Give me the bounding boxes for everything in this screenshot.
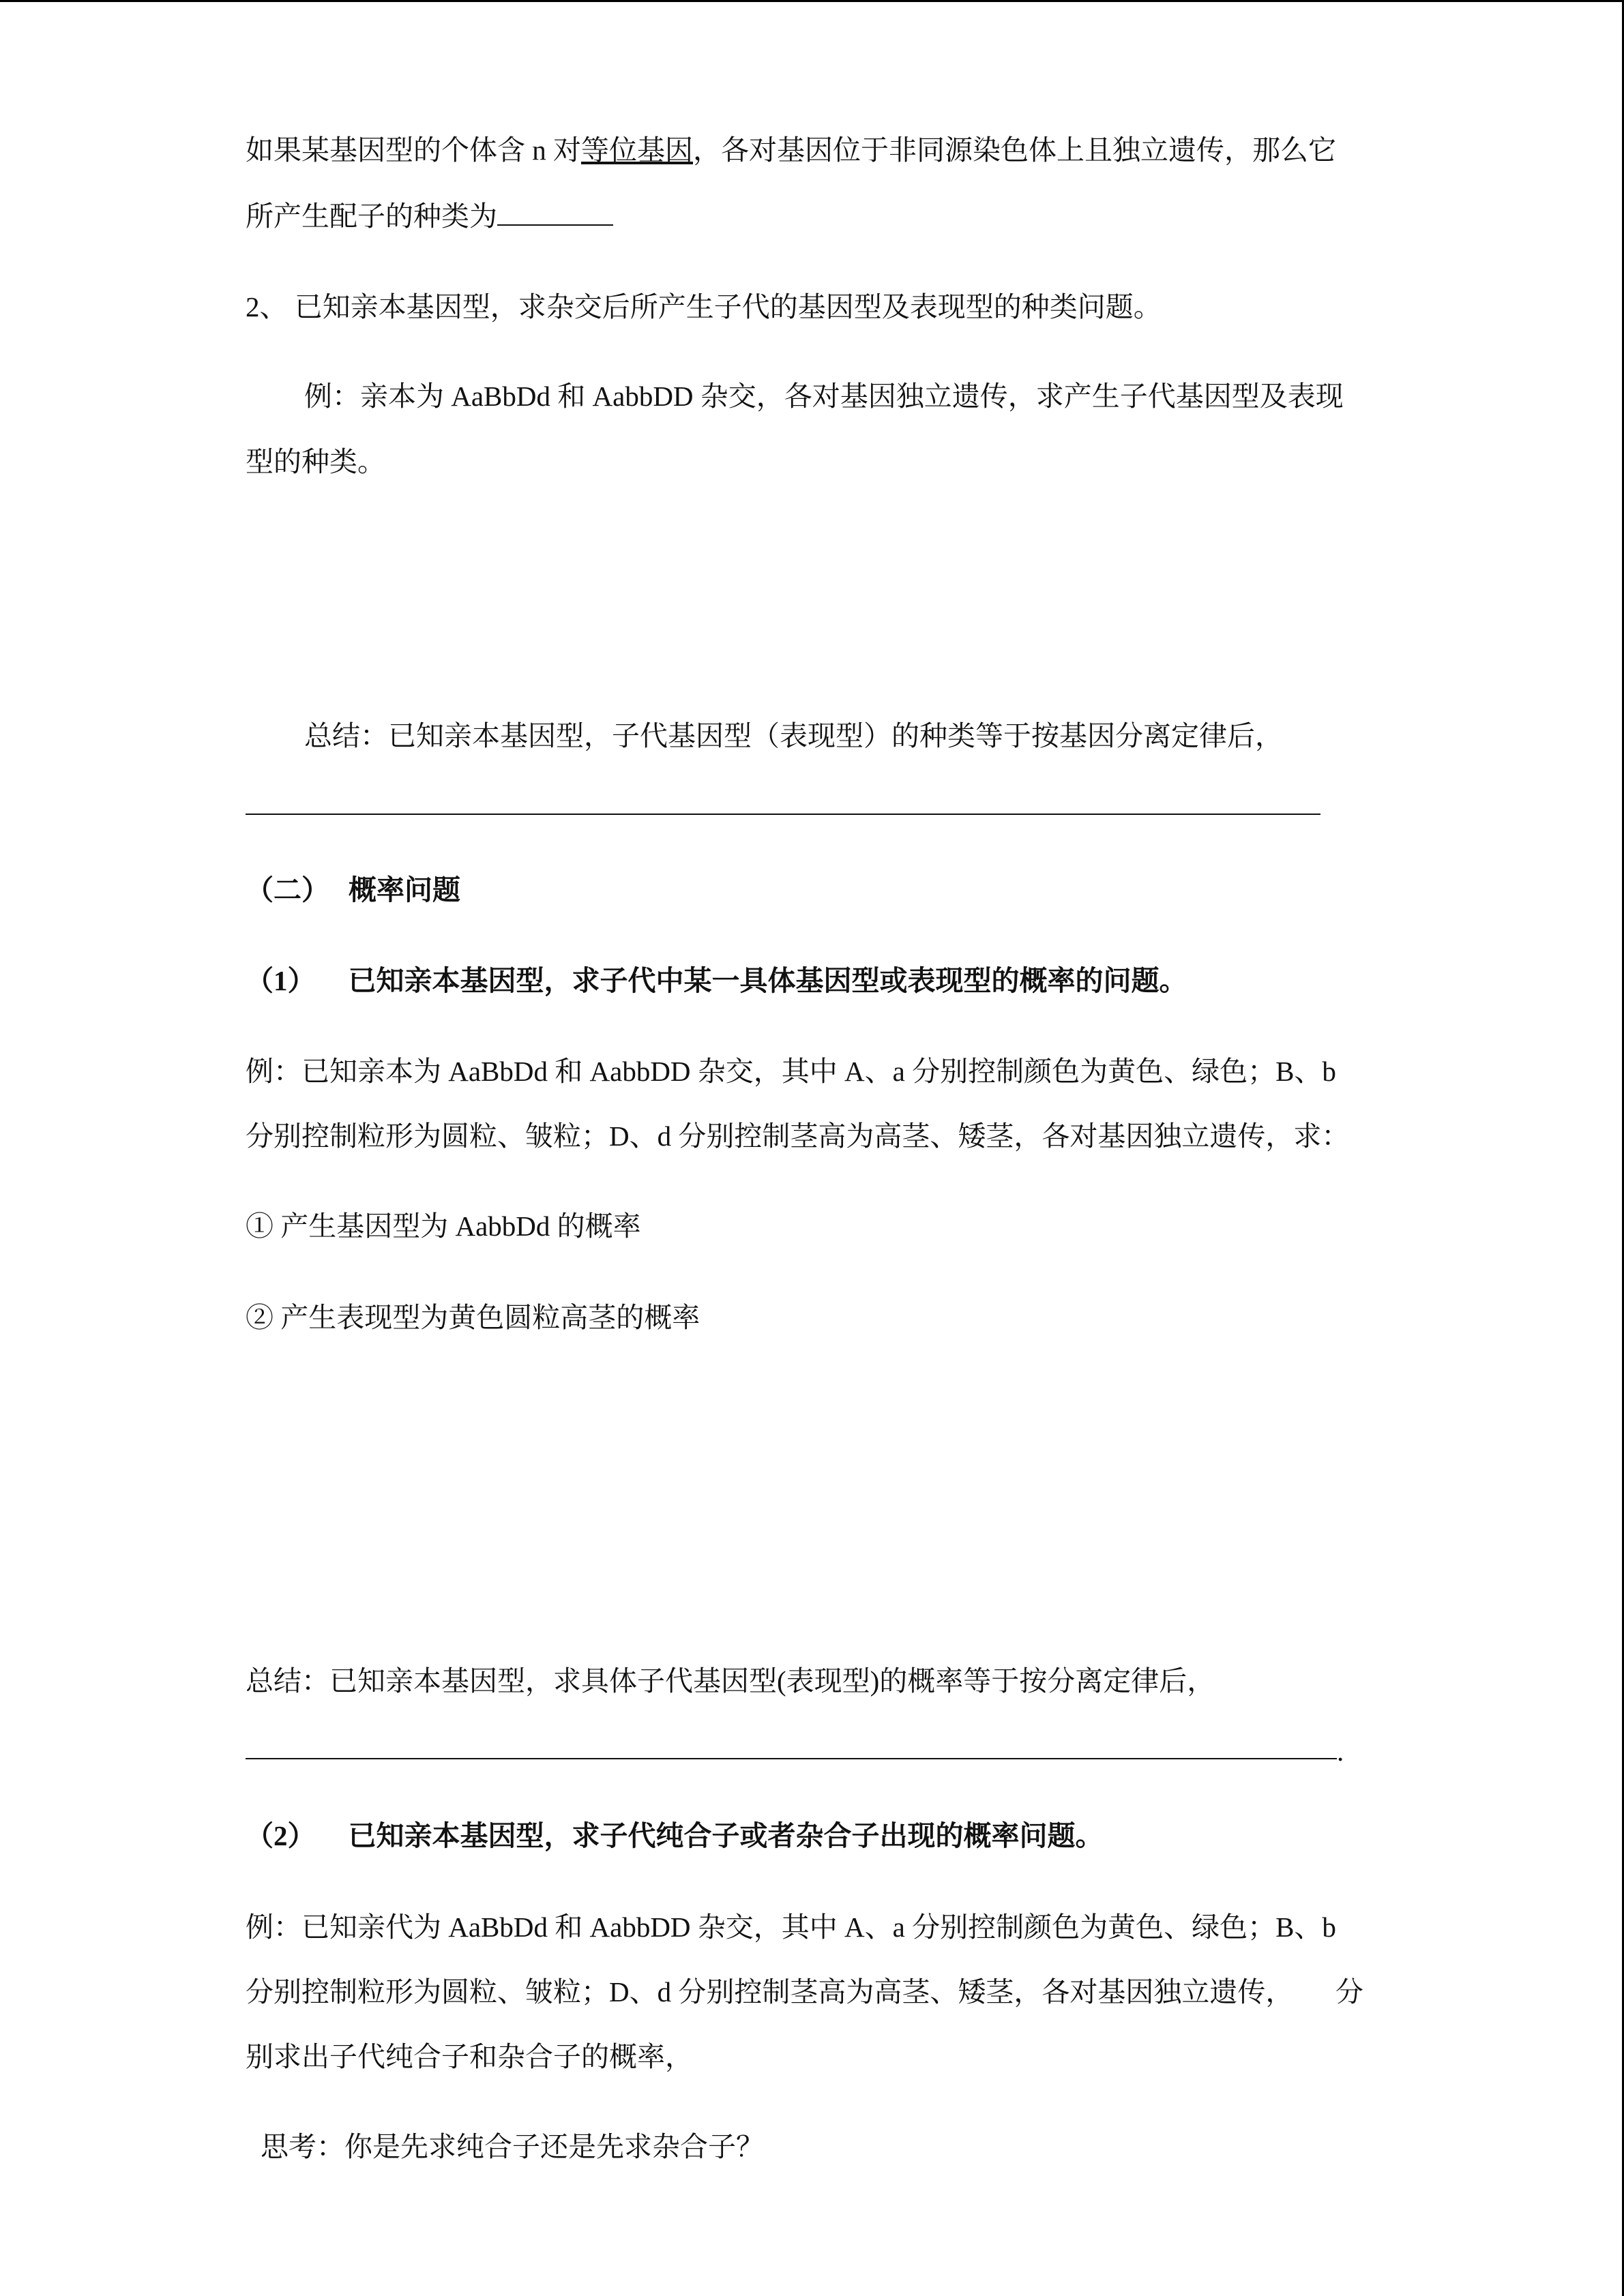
section-2-heading: 2、 已知亲本基因型，求杂交后所产生子代的基因型及表现型的种类问题。 bbox=[246, 291, 1162, 323]
paragraph-gametes-line1 bbox=[246, 131, 1336, 169]
text-segment: 所产生配子的种类为 bbox=[246, 200, 497, 232]
summary-probability: 总结：已知亲本基因型，求具体子代基因型(表现型)的概率等于按分离定律后， bbox=[246, 1665, 1215, 1697]
underlined-term: 等位基因 bbox=[581, 134, 693, 166]
subheading-number: （2） bbox=[246, 1820, 316, 1851]
example-2-line2: 分别控制粒形为圆粒、皱粒；D、d 分别控制茎高为高茎、矮茎，各对基因独立遗传， 分 bbox=[246, 1976, 1363, 2008]
summary-types: 总结：已知亲本基因型，子代基因型（表现型）的种类等于按基因分离定律后， bbox=[304, 720, 1283, 751]
subheading-number: （1） bbox=[246, 965, 316, 996]
text-segment: ，各对基因位于非同源染色体上且独立遗传，那么它 bbox=[693, 134, 1336, 166]
example-1-line1: 例：已知亲本为 AaBbDd 和 AabbDD 杂交，其中 A、a 分别控制颜色为黄色、绿色；B、b bbox=[246, 1056, 1336, 1087]
heading-text: 概率问题 bbox=[349, 874, 460, 906]
heading-number: （二） bbox=[246, 874, 329, 906]
subheading-text: 已知亲本基因型，求子代纯合子或者杂合子出现的概率问题。 bbox=[348, 1820, 1104, 1851]
answer-line bbox=[246, 1758, 1337, 1759]
example-1-line2: 分别控制粒形为圆粒、皱粒；D、d 分别控制茎高为高茎、矮茎，各对基因独立遗传，求： bbox=[246, 1120, 1350, 1152]
period: . bbox=[1337, 1735, 1344, 1767]
question-2: ② 产生表现型为黄色圆粒高茎的概率 bbox=[246, 1302, 700, 1333]
subheading-2 bbox=[246, 1817, 1104, 1855]
text-segment: 如果某基因型的个体含 n 对 bbox=[246, 134, 581, 166]
example-line1: 例：亲本为 AaBbDd 和 AabbDD 杂交，各对基因独立遗传，求产生子代基因型及表现 bbox=[304, 381, 1344, 412]
example-2-line1: 例：已知亲代为 AaBbDd 和 AabbDD 杂交，其中 A、a 分别控制颜色为黄色、绿色；B、b bbox=[246, 1911, 1336, 1943]
example-2-line3: 别求出子代纯合子和杂合子的概率， bbox=[246, 2041, 693, 2072]
subheading-1 bbox=[246, 961, 1187, 1000]
example-line2: 型的种类。 bbox=[246, 446, 385, 477]
answer-blank bbox=[497, 197, 613, 226]
subheading-text: 已知亲本基因型，求子代中某一具体基因型或表现型的概率的问题。 bbox=[348, 965, 1187, 996]
answer-line bbox=[246, 814, 1320, 815]
question-1: ① 产生基因型为 AabbDd 的概率 bbox=[246, 1210, 641, 1242]
page-border-top bbox=[0, 0, 1624, 2]
section-probability-heading bbox=[246, 871, 460, 909]
think-question: 思考：你是先求纯合子还是先求杂合子？ bbox=[261, 2131, 764, 2162]
paragraph-gametes-line2 bbox=[246, 197, 613, 235]
